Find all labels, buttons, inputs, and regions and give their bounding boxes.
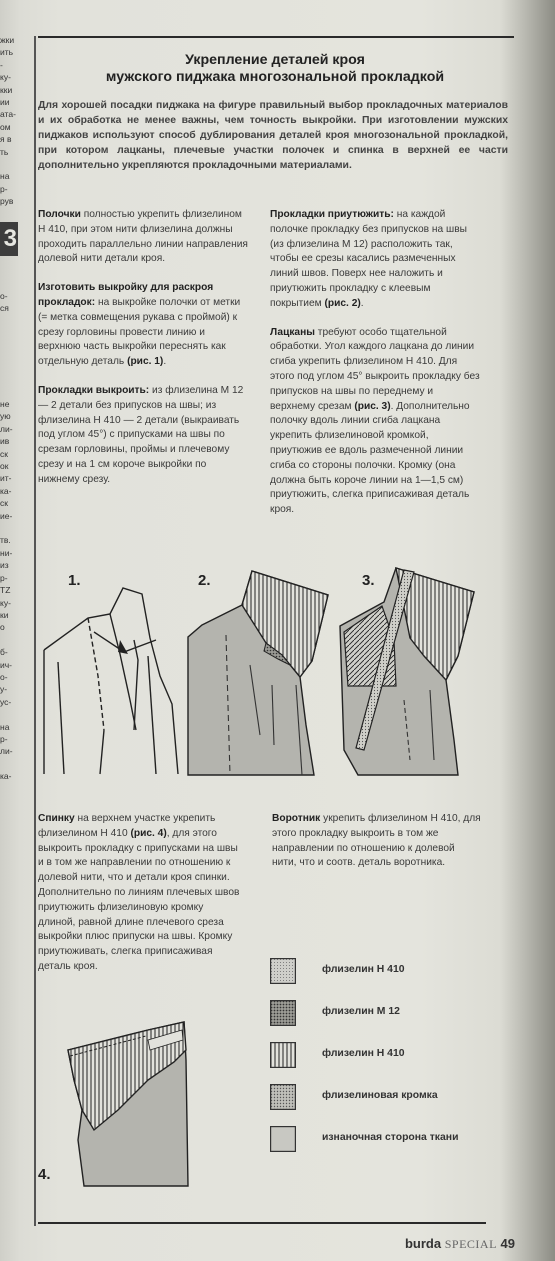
margin-fragment: я в [0,134,12,145]
figure-reference: (рис. 1) [127,356,164,368]
margin-fragment: р- [0,183,8,194]
margin-fragment: не [0,399,10,409]
figure-1-number: 1. [68,572,81,589]
top-rule [38,36,514,38]
margin-fragment: о- [0,291,8,301]
paragraph-heading: Воротник [272,813,321,824]
paragraph: Воротник укрепить флизелином Н 410, для этого прокладку выкроить в том же направлении по отношению к долевой нити, что и соотв. деталь воротника. [272,813,481,869]
legend-item [270,1042,500,1084]
paragraph-heading: Прокладки выкроить: [38,384,150,396]
margin-fragment [0,758,20,770]
margin-fragment: жки [0,35,15,45]
margin-fragment: рув [0,196,14,207]
previous-page-fragment [0,290,20,315]
margin-fragment: ли- [0,746,13,757]
article-intro: Для хорошей посадки пиджака на фигуре правильный выбор прокладочных материалов и их обработка не менее важны, чем точность выкройки. При изготовлении мужских пиджаков используют способ дублирования деталей кроя многозональной прокладкой, при котором лацканы, плечевые участки полочек и спинка в верхней ее части дополнительно укрепляются прокладочными материалами. [38,100,508,171]
swatch-dense-dots-icon [270,1000,296,1026]
margin-fragment: на [0,171,10,182]
margin-fragment: ся [0,303,9,314]
title-line: Укрепление деталей кроя [185,52,365,68]
margin-fragment: из [0,560,9,571]
title-line: мужского пиджака многозональной прокладкой [105,69,445,85]
legend-label: флизелин Н 410 [322,1048,405,1059]
figure-4-number: 4. [38,1166,51,1183]
text-column-back [38,812,243,989]
page-number: 49 [500,1236,515,1251]
margin-fragment: ую [0,411,11,422]
margin-fragment: - [0,59,3,70]
figure-2-number: 2. [198,572,211,589]
paragraph: Изготовить выкройку для раскроя прокладок: на выкройке полочки от метки (= метка совмещения рукава с проймой) к срезу горловины провести линию и верхнюю часть выкройки переснять как отдельную деталь (рис. 1). [38,282,241,368]
paragraph: Полочки полностью укрепить флизелином Н 410, при этом нити флизелина должны проходить параллельно линии направления долевой нити детали кроя. [38,209,248,265]
margin-fragment [0,708,20,720]
legend-item [270,1000,500,1042]
figure-2-pattern [182,565,332,780]
legend-item [270,1084,500,1126]
margin-fragment [0,522,20,534]
swatch-vertical-stripes-icon [270,1042,296,1068]
section-number-badge: 3 [0,222,18,256]
legend-item [270,1126,500,1168]
paragraph-heading: Прокладки приутюжить: [270,209,394,220]
margin-fragment: ит- [0,473,12,484]
margin-fragment: ка- [0,771,12,782]
figure-reference: (рис. 2) [324,297,361,309]
figure-reference: (рис. 4) [130,827,167,839]
paragraph: Прокладки выкроить: из флизелина М 12 — 2 детали без припусков на швы; из флизелина Н 410 — 2 детали (выкраивать под углом 45°) с припусками на швы по срезам горловины, проймы и плечевому срезу и на 1 см короче выкройки по нижнему срезу. [38,384,244,485]
margin-fragment: ни- [0,547,13,558]
swatch-grey-plain-icon [270,1126,296,1152]
margin-fragment: тв. [0,535,11,546]
paragraph-heading: Лацканы [270,326,315,338]
bottom-rule [38,1222,486,1224]
paragraph: Лацканы требуют особо тщательной обработки. Угол каждого лацкана до линии сгиба укрепить флизелином Н 410. Для этого под углом 45° выкроить прокладку без припусков на швы по переднему и верхнему срезам (рис. 3). Дополнительно полочку вдоль линии сгиба лацкана укрепить флизелиновой кромкой, приутюжив ее вдоль размеченной линии сгиба со стороны полочки. Кромку (она должна быть короче линии на 1—1,5 см) приутюжить, слегка приписаживая деталь кроя. [270,326,480,516]
series-name: SPECIAL [444,1237,497,1251]
paragraph: Спинку на верхнем участке укрепить флизелином Н 410 (рис. 4), для этого выкроить прокладку с припусками на швы и в том же направлении по отношению к долевой нити, что и детали кроя спинки. Дополнительно по линиям плечевых швов приутюжить флизелиновую кромку длиной, равной длине плечевого среза выкройки плюс припуски на швы. Кромку приутюживать, слегка приписаживая деталь кроя. [38,813,240,972]
margin-fragment: у- [0,684,8,695]
margin-fragment: ич- [0,659,13,670]
margin-fragment: ие- [0,510,13,521]
margin-fragment: ки [0,609,9,620]
figure-3-pattern [334,560,484,780]
margin-fragment: кки [0,84,13,95]
margin-fragment: ск [0,498,8,509]
margin-fragment: б- [0,647,8,658]
margin-fragment: ли- [0,423,13,434]
margin-fragment: ии [0,97,10,108]
paragraph: Прокладки приутюжить: на каждой полочке прокладку без припусков на швы (из флизелина М 12) расположить так, чтобы ее срезы касались размеченных линий швов. Поверх нее наложить и приутюжить прокладку с клеевым покрытием (рис. 2). [270,209,467,309]
margin-fragment: ить [0,47,14,58]
margin-fragment: р- [0,733,8,744]
legend-label: флизелиновая кромка [322,1090,438,1101]
swatch-light-dots-icon [270,958,296,984]
figure-reference: (рис. 3) [354,400,391,412]
margin-fragment: ата- [0,109,16,120]
margin-fragment: ку- [0,72,11,83]
margin-fragment: на [0,721,10,732]
margin-fragment [0,158,20,170]
previous-page-fragment [0,34,20,208]
margin-fragment: ус- [0,696,12,707]
page-footer [405,1236,515,1252]
margin-fragment: ив [0,436,10,447]
previous-page-fragment [0,398,20,783]
paragraph-heading: Спинку [38,813,75,824]
margin-fragment: р- [0,572,8,583]
margin-fragment: ку- [0,597,11,608]
figure-4-pattern [38,1000,238,1190]
text-column-left [38,208,248,502]
margin-fragment: о- [0,671,8,682]
margin-fragment: ть [0,146,9,157]
legend-label: изнаночная сторона ткани [322,1132,459,1143]
material-legend [270,958,500,1168]
margin-fragment: TZ [0,585,11,596]
legend-label: флизелин Н 410 [322,964,405,975]
legend-label: флизелин М 12 [322,1006,400,1017]
margin-fragment: ка- [0,485,12,496]
figure-3-number: 3. [362,572,375,589]
margin-fragment: ок [0,461,9,472]
brand-name: burda [404,1236,442,1251]
figure-1-pattern [38,580,188,780]
margin-fragment: ск [0,448,8,459]
margin-fragment [0,634,20,646]
paragraph-heading: Изготовить выкройку для раскроя прокладок: [38,282,214,308]
legend-item [270,958,500,1000]
text-column-collar [272,812,482,885]
text-column-right [270,208,480,532]
margin-fragment: о [0,622,5,633]
margin-fragment: ом [0,121,11,132]
swatch-medium-dots-icon [270,1084,296,1110]
left-rule [34,36,36,1226]
paragraph-heading: Полочки [38,209,81,220]
article-title [40,52,510,86]
